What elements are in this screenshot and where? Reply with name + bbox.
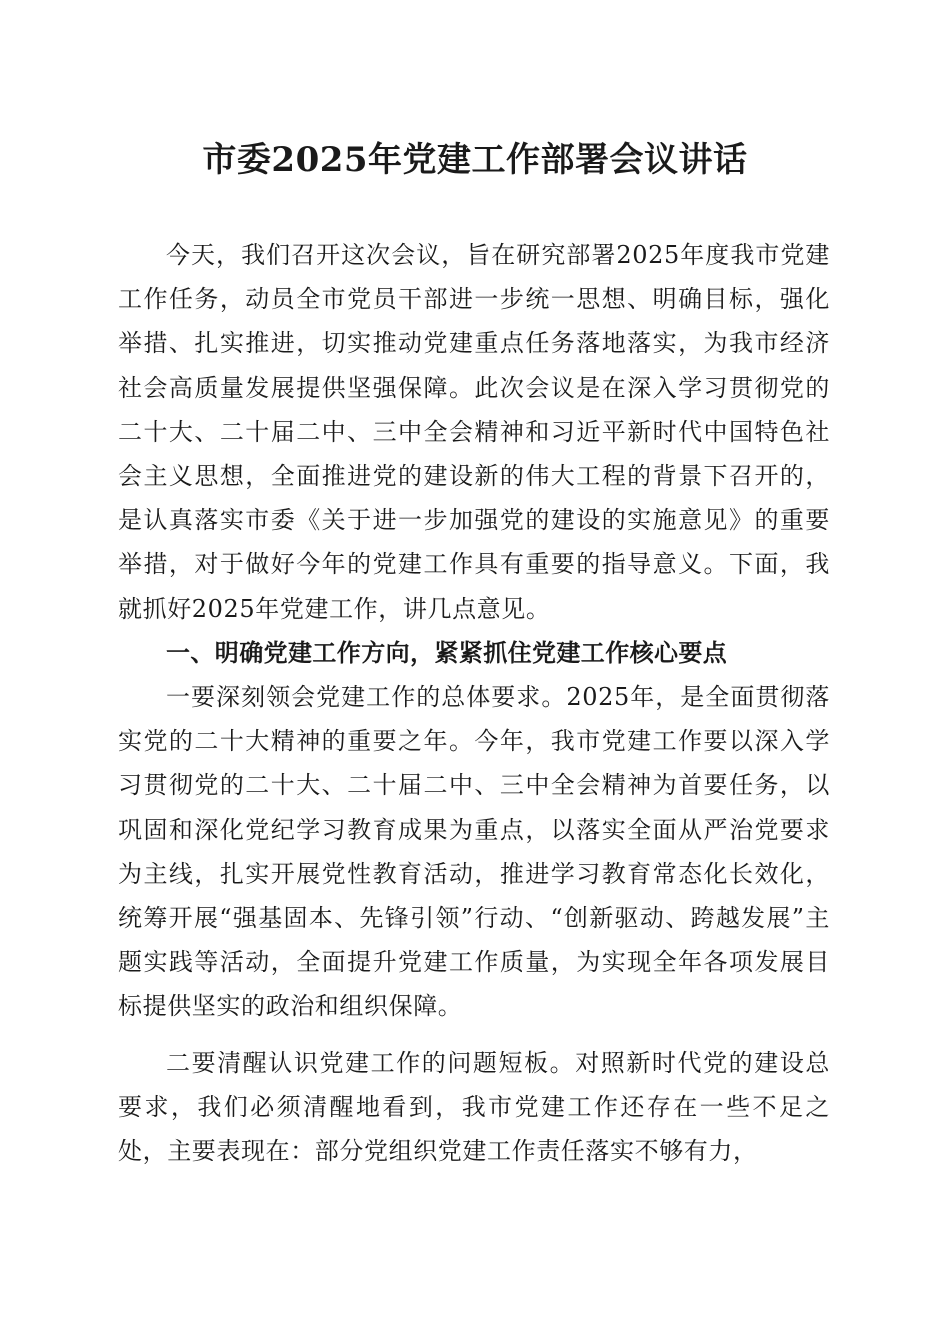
document-title: 市委2025年党建工作部署会议讲话: [202, 140, 748, 180]
intro-paragraph: 今天，我们召开这次会议，旨在研究部署2025年度我市党建工作任务，动员全市党员干部进一步统一思想、明确目标，强化举措、扎实推进，切实推动党建重点任务落地落实，为我市经济社会高质量发展提供坚强保障。此次会议是在深入学习贯彻党的二十大、二十届二中、三中全会精神和习近平新时代中国特色社会主义思想，全面推进党的建设新的伟大工程的背景下召开的，是认真落实市委《关于进一步加强党的建设的实施意见》的重要举措，对于做好今年的党建工作具有重要的指导意义。下面，我就抓好2025年党建工作，讲几点意见。: [118, 241, 830, 623]
paragraph-gap: [118, 1029, 830, 1041]
section-heading: 一、明确党建工作方向，紧紧抓住党建工作核心要点: [166, 638, 728, 667]
body-paragraph: 一要深刻领会党建工作的总体要求。2025年，是全面贯彻落实党的二十大精神的重要之年。今年，我市党建工作要以深入学习贯彻党的二十大、二十届二中、三中全会精神为首要任务，以巩固和深化党纪学习教育成果为重点，以落实全面从严治党要求为主线，扎实开展党性教育活动，推进学习教育常态化长效化，统筹开展“强基固本、先锋引领”行动、“创新驱动、跨越发展”主题实践等活动，全面提升党建工作质量，为实现全年各项发展目标提供坚实的政治和组织保障。: [118, 683, 830, 1021]
document-body: [118, 233, 830, 1173]
body-paragraph: 二要清醒认识党建工作的问题短板。对照新时代党的建设总要求，我们必须清醒地看到，我市党建工作还存在一些不足之处，主要表现在：部分党组织党建工作责任落实不够有力，: [118, 1048, 830, 1166]
